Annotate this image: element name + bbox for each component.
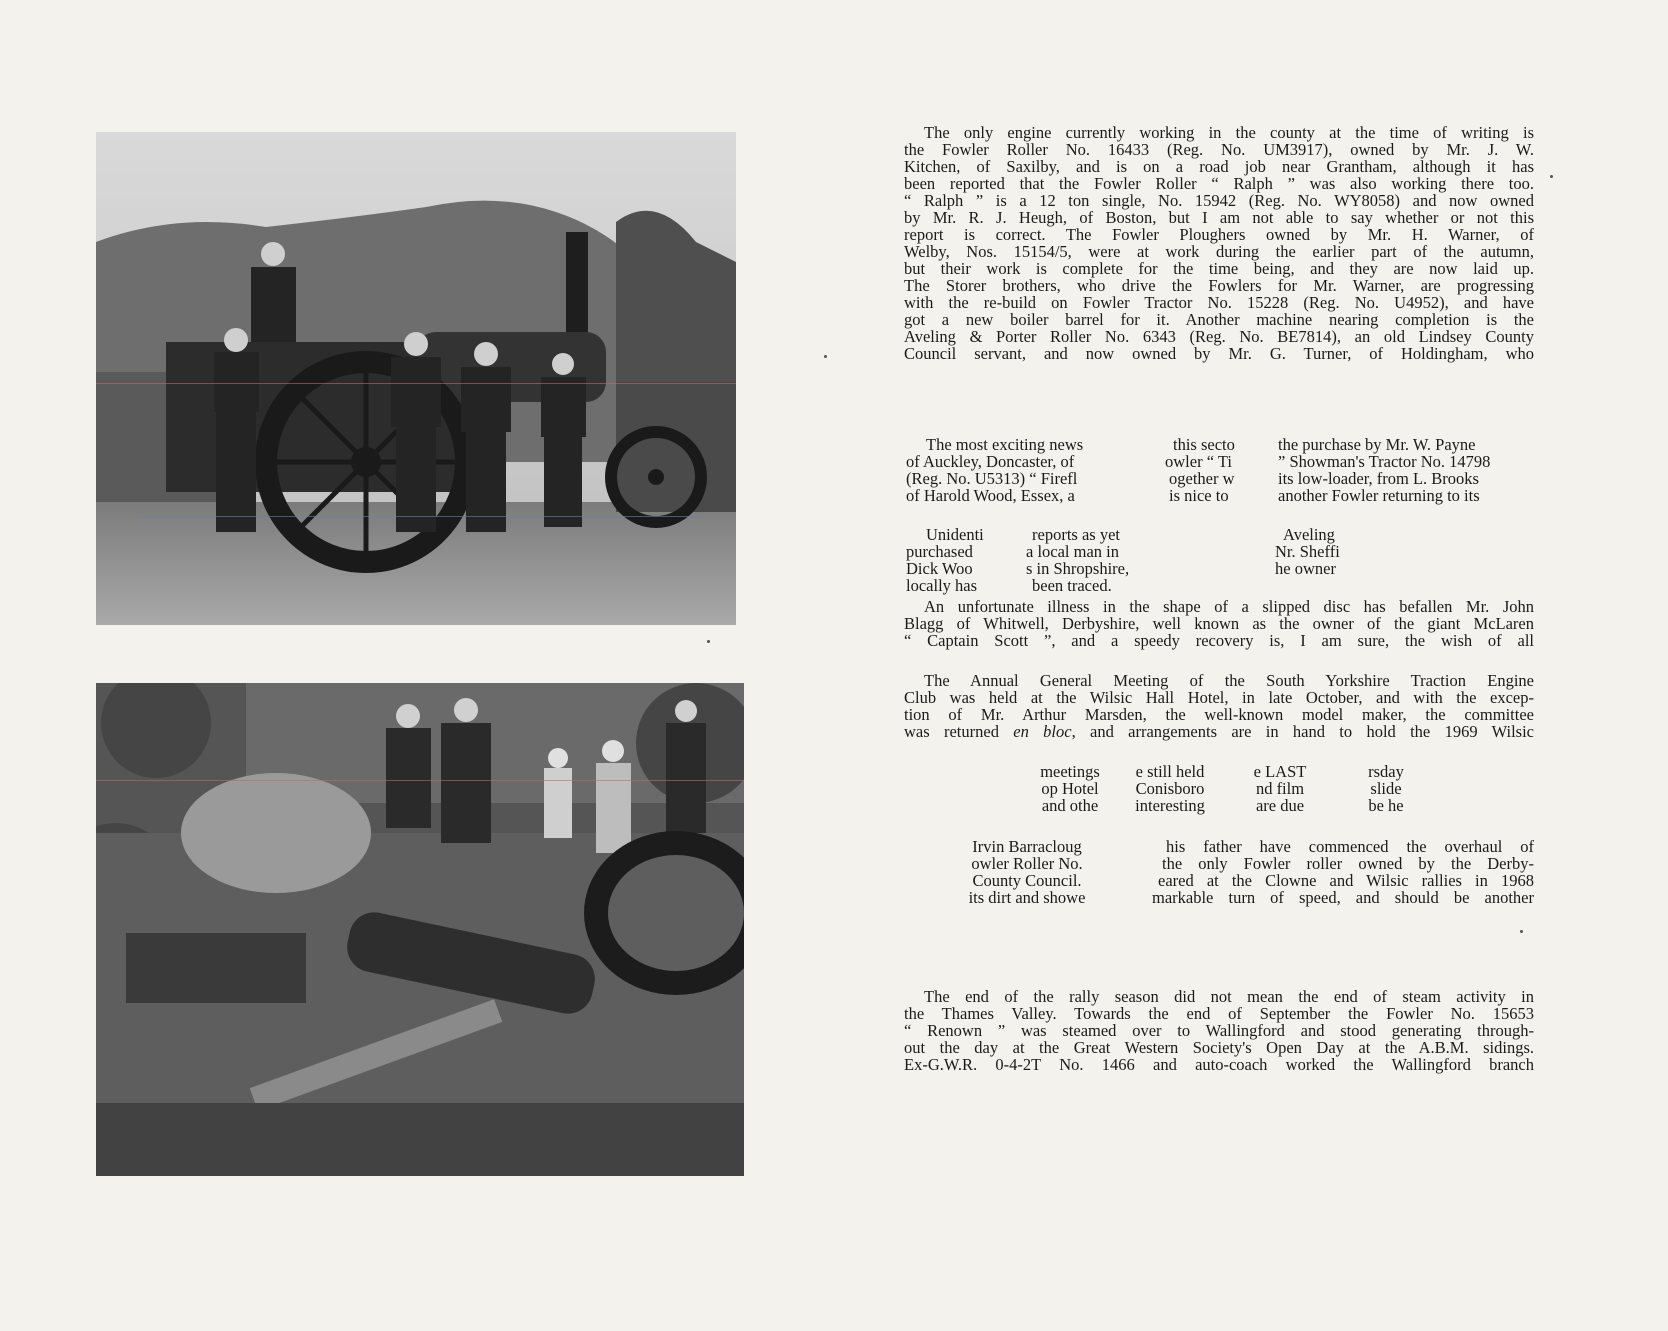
speck (1520, 930, 1523, 933)
speck (707, 640, 710, 643)
fragment-purchase: the purchase by Mr. W. Payne ” Showman's Tractor No. 14798 its low-loader, from L. Brooks another Fowler returning to its (1278, 435, 1491, 505)
italic-en-bloc: en bloc (1013, 722, 1072, 741)
wrecked-engine-illustration (96, 683, 744, 1176)
fragment-exciting-news: The most exciting news of Auckley, Doncaster, of (Reg. No. U5313) “ Firefl of Harold Wood, Essex, a (906, 435, 1084, 505)
fragment-unidentified: Unidenti purchased Dick Woo locally has (906, 525, 984, 595)
fragment-aveling: Aveling Nr. Sheffi he owner (1275, 525, 1340, 578)
traction-engine-illustration (96, 132, 736, 625)
paragraph-thames-valley: The end of the rally season did not mean the end of steam activity in the Thames Valley. Towards the end of September the Fowler No. 15653 “ Renown ” was steamed over to Wallingford and stood generating through- out the day at the Great Western Society's Open Day at the A.B.M. sidings. Ex-G.W.R. 0-4-2T No. 1466 and auto-coach worked the Wallingford branch (904, 987, 1534, 1074)
print-line (96, 780, 744, 781)
fragment-sector: this secto owler “ Ti ogether w is nice to (1165, 435, 1235, 505)
fragment-irvin: Irvin Barracloug owler Roller No. County Council. its dirt and showe (968, 837, 1086, 907)
fragment-thursday: rsday slide be he (1368, 762, 1404, 815)
print-line (140, 516, 700, 517)
fragment-still-held: e still held Conisboro interesting (1135, 762, 1205, 815)
speck (1550, 175, 1553, 178)
photo-wrecked-engine (96, 683, 744, 1176)
print-line (96, 383, 736, 384)
paragraph-agm: The Annual General Meeting of the South Yorkshire Traction Engine Club was held at the Wilsic Hall Hotel, in late October, and with the excep- tion of Mr. Arthur Marsden, the well-known model maker, the committee was returned en bloc, and arrangements are in hand to hold the 1969 Wilsic (904, 671, 1534, 741)
fragment-overhaul: his father have commenced the overhaul of the only Fowler roller owned by the Derby- eared at the Clowne and Wilsic rallies in 1968 markable turn of speed, and should be another (1152, 837, 1534, 907)
paragraph-illness: An unfortunate illness in the shape of a slipped disc has befallen Mr. John Blagg of Whitwell, Derbyshire, well known as the owner of the giant McLaren “ Captain Scott ”, and a speedy recovery is, I am sure, the wish of all (904, 597, 1534, 650)
fragment-last: e LAST nd film are due (1253, 762, 1307, 815)
speck (824, 355, 827, 358)
photo-traction-engine-crew (96, 132, 736, 625)
paragraph-lincolnshire: The only engine currently working in the county at the time of writing is the Fowler Roller No. 16433 (Reg. No. UM3917), owned by Mr. J. W. Kitchen, of Saxilby, and is on a road job near Grantham, although it has been reported that the Fowler Roller “ Ralph ” was also working there too. “ Ralph ” is a 12 ton single, No. 15942 (Reg. No. WY8058) and now owned by Mr. R. J. Heugh, of Boston, but I am not able to say whether or not this report is correct. The Fowler Ploughers owned by Mr. H. Warner, of Welby, Nos. 15154/5, were at work during the earlier part of the autumn, but their work is complete for the time being, and they are now laid up. The Storer brothers, who drive the Fowlers for Mr. Warner, are progressing with the re-build on Fowler Tractor No. 15228 (Reg. No. U4952), and have got a new boiler barrel for it. Another machine nearing completion is the Aveling & Porter Roller No. 6343 (Reg. No. BE7814), an old Lindsey County Council servant, and now owned by Mr. G. Turner, of Holdingham, who (904, 123, 1534, 363)
fragment-reports: reports as yet a local man in s in Shropshire, been traced. (1026, 525, 1130, 595)
fragment-meetings: meetings op Hotel and othe (1040, 762, 1100, 815)
